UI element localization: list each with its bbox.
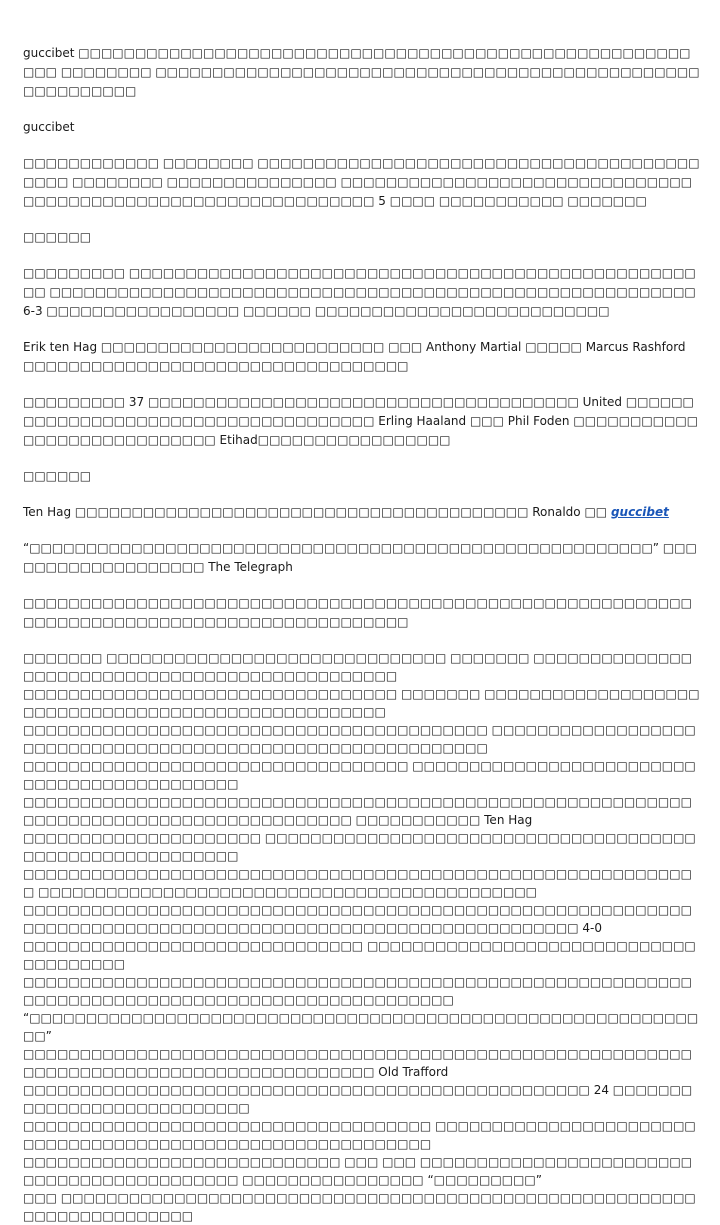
body-text-block — [23, 649, 700, 1225]
body-line: □□□□□□□□□□□□□□□□□□□□□□□□□□□□□□□□□□□□□□□□□□□□□□□□□□□□□□□□□□□□ □□□□□□□□□□□□□□□□□□□□□□□□□□□□□□□□□□□□□□□□□□□□ — [23, 867, 692, 899]
body-line: □□□□□□□□□□□□□□□□□□□□□□□□□□□□□□□□□ □□□□□□□ □□□□□□□□□□□□□□□□□□□□□□□□□□□□□□□□□□□□□□□□□□□□□□□□□□□ — [23, 687, 700, 719]
body-line: □□□□□□□□□□□□□□□□□□□□□□□□□□□□□□ □□□□□□□□□□□□□□□□□□□□□□□□□□□□□□□□□□□□□□ — [23, 939, 696, 971]
paragraph-6 — [23, 503, 700, 522]
intro-paragraph: guccibet □□□□□□□□□□□□□□□□□□□□□□□□□□□□□□□□□□□□□□□□□□□□□□□□□□□□□□□□□ □□□□□□□□ □□□□□□□□□□□□□□□□□□□□□□□□□□□□□□□□□□□□□□□□□□□□□□□□□□□□□□□□□□ — [23, 46, 700, 98]
quote-paragraph: “□□□□□□□□□□□□□□□□□□□□□□□□□□□□□□□□□□□□□□□□□□□□□□□□□□□□□□□” □□□□□□□□□□□□□□□□□□□ The Telegraph — [23, 541, 697, 574]
section-heading-1: □□□□□□ — [23, 230, 92, 244]
body-line: □□□□□□□□□□□□□□□□□□□□□ □□□□□□□□□□□□□□□□□□□□□□□□□□□□□□□□□□□□□□□□□□□□□□□□□□□□□□□□□ — [23, 831, 696, 863]
body-line: □□□□□□□□□□□□□□□□□□□□□□□□□□□□□□□□□□ □□□□□□□□□□□□□□□□□□□□□□□□□□□□□□□□□□□□□□□□□□□□ — [23, 759, 696, 791]
paragraph-5: □□□□□□□□□ 37 □□□□□□□□□□□□□□□□□□□□□□□□□□□□□□□□□□□□□□ United □□□□□□□□□□□□□□□□□□□□□□□□□□□□□□□□□□□□□ Erling Haaland □□□ Phil Foden □□□□□□□□□□□□□□□□□□□□□□□□□□□□ Etihad□□□□□□□□□□□□□□□□□ — [23, 395, 699, 447]
guccibet-link[interactable]: guccibet — [610, 505, 669, 519]
body-line: □□□□□□□□□□□□□□□□□□□□□□□□□□□□□□□□□□□□□□□□□□□□□□□□□□□□□□□□□□□□□□□□□□□□□□□□□□□□□□□□□□□□□□□□□□ Old Trafford — [23, 1047, 692, 1079]
body-line: □□□□□□□□□□□□□□□□□□□□□□□□□□□□ □□□ □□□ □□□□□□□□□□□□□□□□□□□□□□□□□□□□□□□□□□□□□□□□□□□ □□□□□□□□□□□□□□□□ “□□□□□□□□□” — [23, 1155, 693, 1187]
body-line: □□□□□□□□□□□□□□□□□□□□□□□□□□□□□□□□□□□□ □□□□□□□□□□□□□□□□□□□□□□□□□□□□□□□□□□□□□□□□□□□□□□□□□□□□□□□□□□□ — [23, 1119, 696, 1151]
paragraph-7: □□□□□□□□□□□□□□□□□□□□□□□□□□□□□□□□□□□□□□□□□□□□□□□□□□□□□□□□□□□□□□□□□□□□□□□□□□□□□□□□□□□□□□□□□□□□□ — [23, 596, 692, 629]
body-line: □□□□□□□□□□□□□□□□□□□□□□□□□□□□□□□□□□□□□□□□□□□□□□□□□□□□□□□□□□□□□□□□□□□□□□□□□□□□□□□□□□□□□□□□□□□□□□□□□□□□□□□□□□□□ 4-0 — [23, 903, 692, 935]
site-name-line: guccibet — [23, 120, 75, 134]
body-line: “□□□□□□□□□□□□□□□□□□□□□□□□□□□□□□□□□□□□□□□□□□□□□□□□□□□□□□□□□□□□□” — [23, 1011, 699, 1043]
paragraph-4: Erik ten Hag □□□□□□□□□□□□□□□□□□□□□□□□□ □□□ Anthony Martial □□□□□ Marcus Rashford □□□□□□□□□□□□□□□□□□□□□□□□□□□□□□□□□□ — [23, 340, 686, 373]
body-line: □□□□□□□ □□□□□□□□□□□□□□□□□□□□□□□□□□□□□□ □□□□□□□ □□□□□□□□□□□□□□□□□□□□□□□□□□□□□□□□□□□□□□□□□□□□□□□ — [23, 651, 693, 683]
body-line: □□□ □□□□□□□□□□□□□□□□□□□□□□□□□□□□□□□□□□□□□□□□□□□□□□□□□□□□□□□□□□□□□□□□□□□□□□□ — [23, 1191, 696, 1223]
paragraph-2: □□□□□□□□□□□□ □□□□□□□□ □□□□□□□□□□□□□□□□□□□□□□□□□□□□□□□□□□□□□□□□□□□ □□□□□□□□ □□□□□□□□□□□□□□□ □□□□□□□□□□□□□□□□□□□□□□□□□□□□□□□□□□□□□□□□□□□□□□□□□□□□□□□□□□□□□□ 5 □□□□ □□□□□□□□□□□ □□□□□□□ — [23, 156, 700, 208]
section-heading-2: □□□□□□ — [23, 469, 92, 483]
body-line: □□□□□□□□□□□□□□□□□□□□□□□□□□□□□□□□□□□□□□□□□□□□□□□□□□□□□□□□□□□□□□□□□□□□□□□□□□□□□□□□□□□□□□□□ □□□□□□□□□□□ Ten Hag — [23, 795, 692, 827]
body-line: □□□□□□□□□□□□□□□□□□□□□□□□□□□□□□□□□□□□□□□□□□□□□□□□□□ 24 □□□□□□□□□□□□□□□□□□□□□□□□□□□ — [23, 1083, 693, 1115]
paragraph-3: □□□□□□□□□ □□□□□□□□□□□□□□□□□□□□□□□□□□□□□□□□□□□□□□□□□□□□□□□□□□□□ □□□□□□□□□□□□□□□□□□□□□□□□□□□□□□□□□□□□□□□□□□□□□□□□□□□□□□□□□ 6-3 □□□□□□□□□□□□□□□□□ □□□□□□ □□□□□□□□□□□□□□□□□□□□□□□□□□ — [23, 266, 696, 318]
body-line: □□□□□□□□□□□□□□□□□□□□□□□□□□□□□□□□□□□□□□□□□ □□□□□□□□□□□□□□□□□□□□□□□□□□□□□□□□□□□□□□□□□□□□□□□□□□□□□□□□□□□ — [23, 723, 696, 755]
body-line: □□□□□□□□□□□□□□□□□□□□□□□□□□□□□□□□□□□□□□□□□□□□□□□□□□□□□□□□□□□□□□□□□□□□□□□□□□□□□□□□□□□□□□□□□□□□□□□□□ — [23, 975, 692, 1007]
paragraph-6-text: Ten Hag □□□□□□□□□□□□□□□□□□□□□□□□□□□□□□□□□□□□□□□□ Ronaldo □□ — [23, 505, 611, 519]
